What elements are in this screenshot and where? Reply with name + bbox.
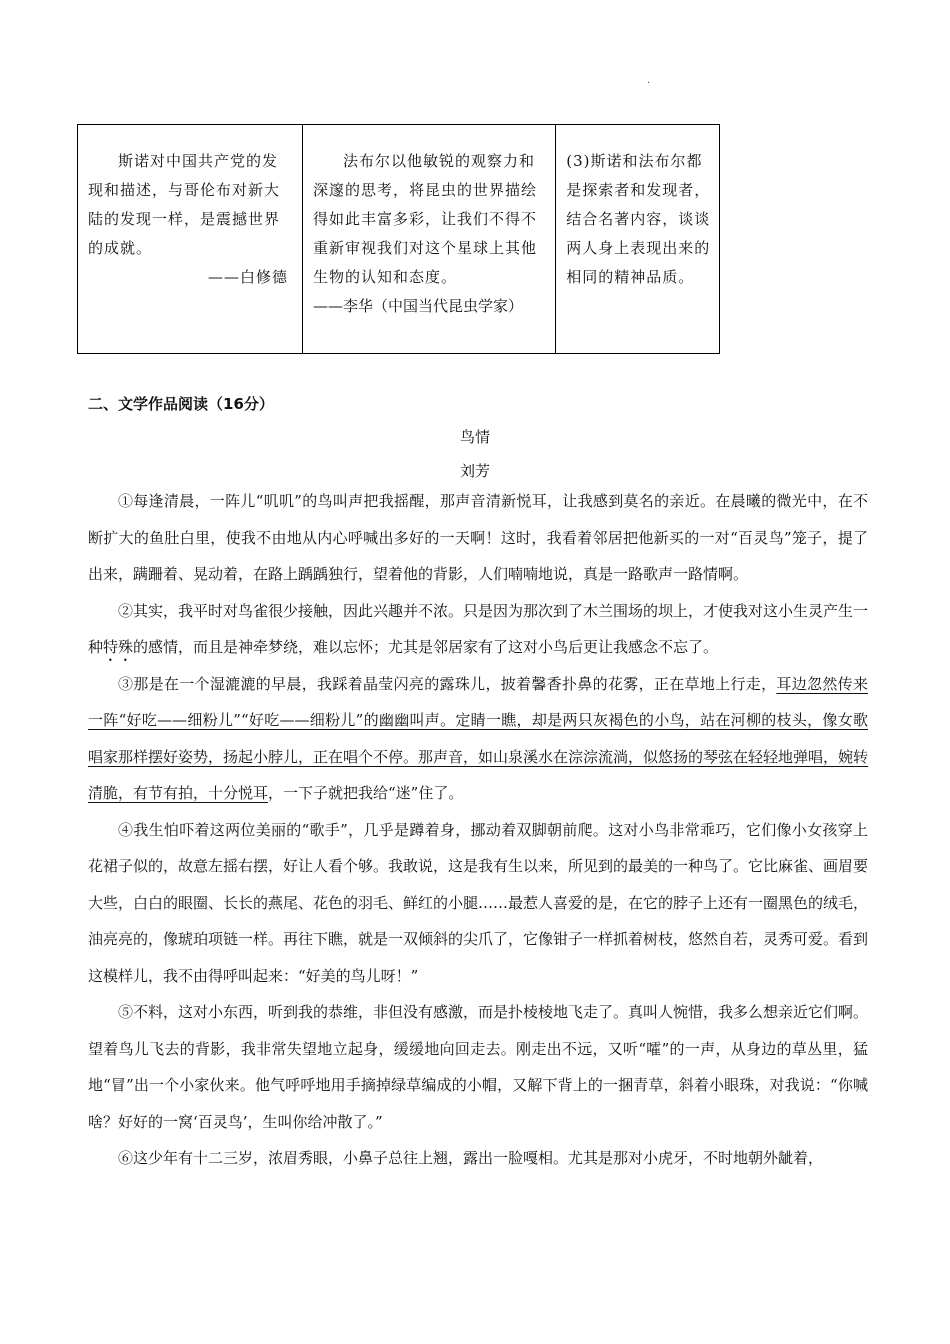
- article-author: 刘芳: [459, 462, 490, 480]
- paragraph-1: ①每逢清晨，一阵儿“叽叽”的鸟叫声把我摇醒，那声音清新悦耳，让我感到莫名的亲近。在晨曦的微光中，在不断扩大的鱼肚白里，使我不由地从内心呼喊出多好的一天啊！这时，我看着邻居把他新买的一对“百灵鸟”笼子，提了出来，蹒跚着、晃动着，在路上踽踽独行，望着他的背影，人们喃喃地说，真是一路歌声一路情啊。: [88, 492, 868, 583]
- paragraph-3-part-a: ③那是在一个湿漉漉的早晨，我踩着晶莹闪亮的露珠儿，披着馨香扑鼻的花雾，正在草地上行走，: [118, 674, 777, 693]
- quote-cell-baixiude: [78, 125, 303, 354]
- article-title: 鸟情: [459, 428, 490, 446]
- quote-text-lihua: 法布尔以他敏锐的观察力和深邃的思考，将昆虫的世界描绘得如此丰富多彩，让我们不得不重新审视我们对这个星球上其他生物的认知和态度。: [313, 152, 538, 286]
- quote-source-lihua: ——李华（中国当代昆虫学家）: [313, 297, 524, 315]
- paragraph-3-part-b: ，一下子就把我给“迷”住了。: [268, 784, 464, 802]
- question-cell: [556, 125, 720, 354]
- page-dot-mark: .: [647, 75, 651, 86]
- quote-text-baixiude: 斯诺对中国共产党的发现和描述，与哥伦布对新大陆的发现一样，是震撼世界的成就。: [88, 152, 281, 257]
- quote-cell-lihua: [303, 125, 556, 354]
- quote-table: [77, 124, 720, 354]
- paragraph-3: [88, 666, 868, 812]
- paragraph-2-part-a: ②其实，我平时对鸟雀很少接触，因此兴趣并不浓。只是因为那次到了木兰围场的坝上，才使我对这小生灵产生一种: [88, 601, 869, 656]
- paragraph-4: ④我生怕吓着这两位美丽的“歌手”，几乎是蹲着身，挪动着双脚朝前爬。这对小鸟非常乖巧，它们像小女孩穿上花裙子似的，故意左摇右摆，好让人看个够。我敢说，这是我有生以来，所见到的最美的一种鸟了。它比麻雀、画眉要大些，白白的眼圈、长长的燕尾、花色的羽毛、鲜红的小腿……最惹人喜爱的是，在它的脖子上还有一圈黑色的绒毛，油亮亮的，像琥珀项链一样。再往下瞧，就是一双倾斜的尖爪了，它像钳子一样抓着树枝，悠然自若，灵秀可爱。看到这模样儿，我不由得呼叫起来：“好美的鸟儿呀！”: [88, 820, 869, 985]
- paragraph-2: [88, 593, 868, 666]
- underlined-sentence: 耳边忽然传来一阵“好吃——细粉儿”“好吃——细粉儿”的幽幽叫声。定睛一瞧，却是两只灰褐色的小鸟，站在河柳的枝头，像女歌唱家那样摆好姿势，扬起小脖儿，正在唱个不停。那声音，如山泉溪水在淙淙流淌，似悠扬的琴弦在轻轻地弹唱，婉转清脆，有节有拍，十分悦耳: [88, 674, 869, 802]
- paragraph-2-part-b: 的感情，而且是神牵梦绕，难以忘怀；尤其是邻居家有了这对小鸟后更让我感念不忘了。: [133, 638, 719, 656]
- section-title: 二、文学作品阅读（16分）: [88, 395, 274, 413]
- emphasis-dotted-word: 特殊: [103, 638, 134, 656]
- quote-row: [78, 125, 720, 354]
- question-3-text: (3)斯诺和法布尔都是探索者和发现者，结合名著内容，谈谈两人身上表现出来的相同的精神品质。: [566, 152, 711, 286]
- article-body: [88, 483, 868, 1177]
- paragraph-6: ⑥这少年有十二三岁，浓眉秀眼，小鼻子总往上翘，露出一脸嘎相。尤其是那对小虎牙，不时地朝外龇着，: [118, 1149, 824, 1167]
- paragraph-5: ⑤不料，这对小东西，听到我的恭维，非但没有感激，而是扑棱棱地飞走了。真叫人惋惜，我多么想亲近它们啊。望着鸟儿飞去的背影，我非常失望地立起身，缓缓地向回走去。刚走出不远，又听“嚯”的一声，从身边的草丛里，猛地“冒”出一个小家伙来。他气呼呼地用手摘掉绿草编成的小帽，又解下背上的一捆青草，斜着小眼珠，对我说：“你喊啥？好好的一窝‘百灵鸟’，生叫你给冲散了。”: [88, 1003, 869, 1131]
- quote-source-baixiude: ——白修德: [208, 268, 289, 286]
